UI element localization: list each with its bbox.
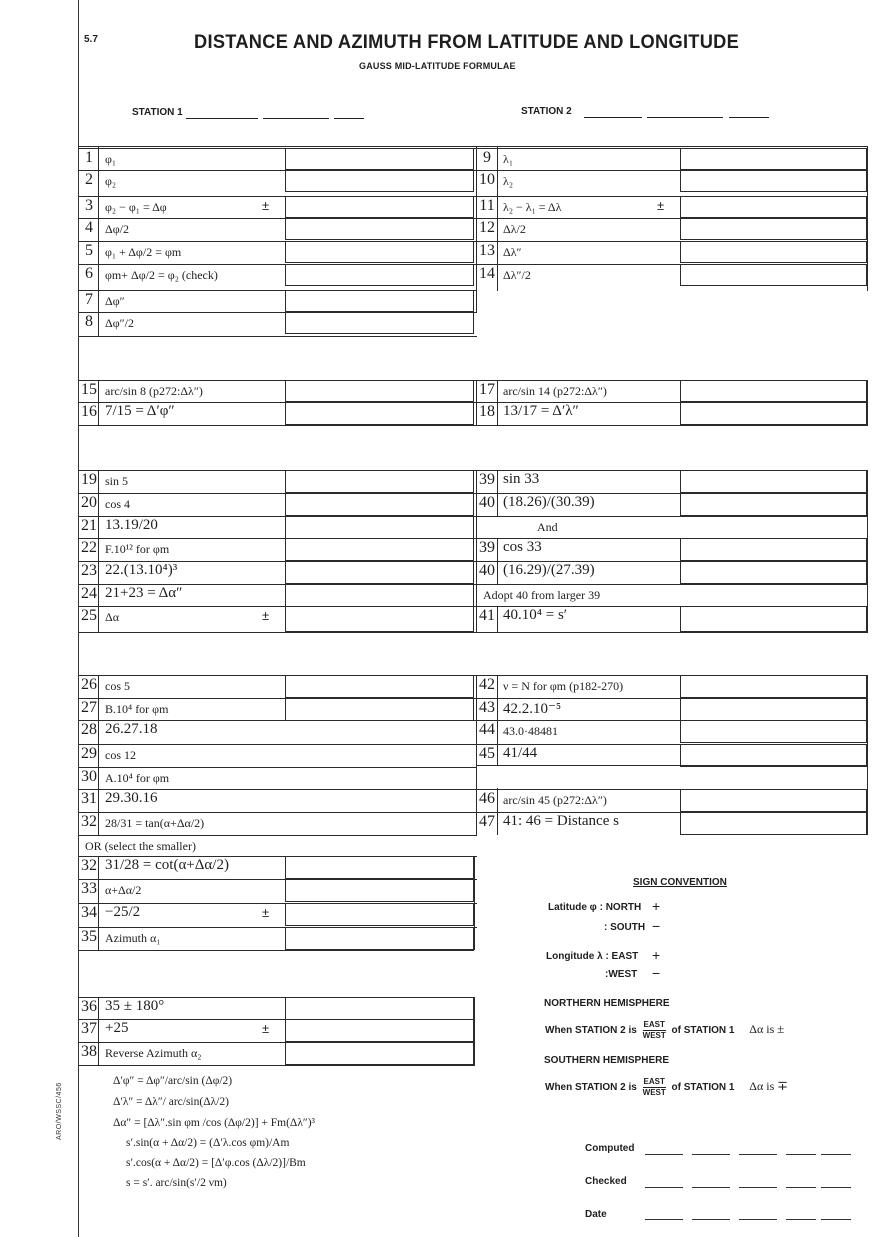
line-number: 37 [81, 1020, 97, 1037]
latitude-south-sign: − [652, 918, 661, 934]
delta-alpha-text: Δα is [749, 1022, 775, 1037]
latitude-north-sign: + [652, 898, 661, 914]
entry-field[interactable] [285, 402, 474, 425]
formula-line: s′.sin(α + Δα/2) = (Δ′λ.cos φm)/Am [126, 1137, 290, 1149]
east-text: EAST [643, 1020, 665, 1029]
line-label: OR (select the smaller) [85, 839, 196, 853]
entry-field[interactable] [285, 1019, 474, 1042]
line-label: Δλ/2 [503, 222, 526, 236]
formula-line: Δ′λ″ = Δλ″/ arc/sin(Δλ/2) [113, 1096, 229, 1108]
line-number: 10 [479, 171, 495, 188]
line-label: α+Δα/2 [105, 883, 142, 897]
line-label: φ₁ [105, 152, 117, 166]
line-label: And [537, 520, 558, 534]
line-label: −25/2 [105, 904, 141, 920]
entry-field[interactable] [680, 196, 867, 218]
line-label: φ₂ − φ₁ = Δφ [105, 200, 167, 214]
line-number: 3 [85, 197, 93, 214]
line-number: 8 [85, 313, 93, 330]
line-label: cos 12 [105, 748, 136, 762]
line-number: 13 [479, 242, 495, 259]
entry-field[interactable] [285, 675, 474, 698]
entry-field[interactable] [285, 879, 474, 902]
entry-field[interactable] [680, 812, 867, 835]
line-label: arc/sin 45 (p272:Δλ″) [503, 793, 607, 807]
line-number: 18 [479, 403, 495, 420]
signature-field[interactable] [645, 1219, 683, 1220]
formula-line: s = s′. arc/sin(s′/2 νm) [126, 1177, 227, 1189]
entry-field[interactable] [285, 584, 474, 607]
entry-field[interactable] [285, 606, 474, 632]
station2-field[interactable] [584, 117, 642, 118]
of-station-text: of STATION 1 [671, 1025, 735, 1037]
signature-field[interactable] [692, 1187, 730, 1188]
line-number: 45 [479, 745, 495, 762]
entry-field[interactable] [680, 402, 867, 425]
line-label: Δλ″ [503, 245, 522, 259]
signature-field[interactable] [821, 1154, 851, 1155]
east-text: EAST [643, 1077, 665, 1086]
row-rule [79, 744, 477, 745]
line-number: 34 [81, 904, 97, 921]
page-number: 5.7 [84, 34, 98, 45]
line-number: 30 [81, 768, 97, 785]
formula-line: Δ′φ″ = Δφ″/arc/sin (Δφ/2) [113, 1075, 233, 1087]
entry-field[interactable] [285, 516, 474, 539]
southern-hemisphere-heading: SOUTHERN HEMISPHERE [544, 1055, 670, 1066]
page-title: DISTANCE AND AZIMUTH FROM LATITUDE AND LONGITUDE [194, 32, 740, 53]
entry-field[interactable] [285, 493, 474, 516]
line-label: 13/17 = Δ′λ″ [503, 403, 579, 419]
northern-hemisphere-heading: NORTHERN HEMISPHERE [544, 998, 670, 1009]
line-number: 42 [479, 676, 495, 693]
line-label: Δφ″/2 [105, 316, 134, 330]
plus-minus-sign: ± [262, 905, 270, 920]
entry-field[interactable] [285, 698, 474, 721]
line-number: 5 [85, 242, 93, 259]
when-text: When STATION 2 is [545, 1025, 637, 1037]
entry-field[interactable] [285, 856, 474, 879]
latitude-north-label: Latitude φ : NORTH [548, 902, 642, 913]
longitude-east-label: Longitude λ : EAST [546, 951, 639, 962]
line-number: 7 [85, 291, 93, 308]
plus-minus-sign: ± [262, 608, 270, 623]
entry-field[interactable] [680, 720, 867, 743]
line-number: 21 [81, 517, 97, 534]
entry-field[interactable] [680, 264, 867, 286]
signature-field[interactable] [786, 1154, 816, 1155]
entry-field[interactable] [680, 493, 867, 516]
line-label: +25 [105, 1020, 129, 1036]
line-number: 29 [81, 745, 97, 762]
entry-field[interactable] [285, 997, 474, 1020]
west-text: WEST [642, 1088, 666, 1097]
line-number: 35 [81, 928, 97, 945]
entry-field[interactable] [680, 380, 867, 402]
longitude-west-label: :WEST [605, 969, 638, 980]
line-label: 29.30.16 [105, 790, 158, 806]
form-code: ARO/WSSC/456 [56, 1082, 63, 1140]
of-station-text: of STATION 1 [671, 1082, 735, 1094]
station1-field-2[interactable] [263, 118, 329, 119]
south-sign: ∓ [777, 1078, 788, 1094]
entry-field[interactable] [285, 290, 474, 312]
section-rule [79, 950, 474, 951]
line-label: 42.2.10⁻⁵ [503, 701, 562, 717]
signature-field[interactable] [786, 1187, 816, 1188]
station1-field[interactable] [186, 118, 258, 119]
line-number: 4 [85, 219, 93, 236]
line-label: 43.0·48481 [503, 724, 558, 738]
row-rule [79, 835, 477, 836]
line-number: 24 [81, 585, 97, 602]
right-edge-rule [867, 470, 868, 632]
right-edge-rule [867, 675, 868, 835]
page-subtitle: GAUSS MID-LATITUDE FORMULAE [359, 61, 516, 71]
line-number: 39 [479, 471, 495, 488]
computed-label: Computed [585, 1143, 635, 1154]
formula-line: Δα″ = [Δλ″.sin φm /cos (Δφ/2)] + Fm(Δλ″)³ [113, 1117, 315, 1129]
line-label: F.10¹² for φm [105, 542, 170, 556]
entry-field[interactable] [680, 241, 867, 263]
plus-minus-sign: ± [262, 198, 270, 213]
entry-field[interactable] [285, 1042, 474, 1065]
line-label: λ₂ [503, 174, 514, 188]
line-number: 16 [81, 403, 97, 420]
entry-field[interactable] [680, 561, 867, 584]
delta-alpha-text: Δα is [749, 1079, 775, 1094]
north-sign: ± [777, 1021, 785, 1037]
entry-field[interactable] [285, 470, 474, 493]
station2-label: STATION 2 [521, 106, 572, 117]
line-label: sin 33 [503, 471, 540, 487]
east-west-fraction [643, 1077, 666, 1098]
station1-label: STATION 1 [132, 107, 183, 118]
entry-field[interactable] [680, 744, 867, 767]
line-label: arc/sin 14 (p272:Δλ″) [503, 384, 607, 398]
signature-field[interactable] [645, 1187, 683, 1188]
station1-field-3[interactable] [334, 118, 364, 119]
section-rule [79, 336, 477, 337]
line-label: 40.10⁴ = s′ [503, 607, 568, 623]
entry-field[interactable] [680, 606, 867, 632]
entry-field[interactable] [680, 538, 867, 561]
entry-field[interactable] [285, 538, 474, 561]
line-label: 41: 46 = Distance s [503, 813, 619, 829]
line-label: φ₁ + Δφ/2 = φm [105, 245, 182, 259]
line-label: Adopt 40 from larger 39 [483, 588, 601, 602]
line-number: 32 [81, 857, 97, 874]
line-number: 26 [81, 676, 97, 693]
line-label: λ₂ − λ₁ = Δλ [503, 200, 562, 214]
signature-field[interactable] [692, 1154, 730, 1155]
entry-field[interactable] [680, 789, 867, 812]
entry-field[interactable] [680, 470, 867, 493]
signature-field[interactable] [692, 1219, 730, 1220]
entry-field[interactable] [285, 264, 474, 286]
formula-line: s′.cos(α + Δα/2) = [Δ′φ.cos (Δλ/2)]/Bm [126, 1157, 306, 1169]
entry-field[interactable] [285, 927, 474, 950]
latitude-south-label: : SOUTH [604, 922, 646, 933]
entry-field[interactable] [285, 380, 474, 402]
line-number: 36 [81, 998, 97, 1015]
line-number: 12 [479, 219, 495, 236]
line-number: 40 [479, 494, 495, 511]
entry-field[interactable] [285, 903, 474, 926]
when-text: When STATION 2 is [545, 1082, 637, 1094]
line-label: 26.27.18 [105, 721, 158, 737]
line-number: 31 [81, 790, 97, 807]
line-label: λ₁ [503, 152, 514, 166]
line-number: 2 [85, 171, 93, 188]
num-col-rule [497, 606, 498, 632]
line-number: 15 [81, 381, 97, 398]
line-number: 23 [81, 562, 97, 579]
line-number: 28 [81, 721, 97, 738]
entry-field[interactable] [680, 218, 867, 240]
station2-field-3[interactable] [729, 117, 769, 118]
entry-field[interactable] [680, 170, 867, 192]
signature-field[interactable] [739, 1187, 777, 1188]
line-label: Δλ″/2 [503, 268, 531, 282]
line-number: 22 [81, 539, 97, 556]
line-label: (18.26)/(30.39) [503, 494, 595, 510]
line-label: φm+ Δφ/2 = φ₂ (check) [105, 268, 218, 282]
line-label: (16.29)/(27.39) [503, 562, 595, 578]
line-number: 38 [81, 1043, 97, 1060]
line-label: Azimuth α₁ [105, 931, 161, 945]
line-label: 13.19/20 [105, 517, 158, 533]
line-number: 19 [81, 471, 97, 488]
line-number: 14 [479, 265, 495, 282]
line-label: arc/sin 8 (p272:Δλ″) [105, 384, 203, 398]
line-label: cos 5 [105, 679, 130, 693]
signature-field[interactable] [821, 1187, 851, 1188]
section-rule [79, 425, 868, 426]
line-label: Δα [105, 610, 120, 624]
line-number: 20 [81, 494, 97, 511]
signature-field[interactable] [821, 1219, 851, 1220]
entry-field[interactable] [680, 698, 867, 721]
section-rule [79, 146, 868, 147]
line-number: 6 [85, 265, 93, 282]
signature-field[interactable] [739, 1219, 777, 1220]
row-rule [79, 767, 477, 768]
line-label: cos 4 [105, 497, 130, 511]
northern-rule [545, 1020, 784, 1041]
longitude-east-sign: + [652, 947, 661, 963]
entry-field[interactable] [285, 218, 474, 240]
west-text: WEST [642, 1031, 666, 1040]
row-rule [477, 584, 868, 585]
line-number: 27 [81, 699, 97, 716]
line-number: 33 [81, 880, 97, 897]
line-label: Δφ/2 [105, 222, 129, 236]
signature-field[interactable] [786, 1219, 816, 1220]
entry-field[interactable] [285, 561, 474, 584]
checked-label: Checked [585, 1176, 627, 1187]
center-rule [474, 997, 475, 1065]
line-label: 7/15 = Δ′φ″ [105, 403, 175, 419]
line-label: 28/31 = tan(α+Δα/2) [105, 816, 205, 830]
line-number: 40 [479, 562, 495, 579]
entry-field[interactable] [285, 241, 474, 263]
line-label: 21+23 = Δα″ [105, 585, 183, 601]
line-label: 41/44 [503, 745, 538, 761]
east-west-fraction [643, 1020, 666, 1041]
sign-convention-heading: SIGN CONVENTION [633, 877, 727, 888]
entry-field[interactable] [285, 148, 474, 170]
plus-minus-sign: ± [262, 1021, 270, 1036]
line-label: 22.(13.10⁴)³ [105, 562, 178, 578]
line-label: ν = N for φm (p182-270) [503, 679, 624, 693]
line-number: 43 [479, 699, 495, 716]
line-number: 25 [81, 607, 97, 624]
line-label: A.10⁴ for φm [105, 771, 170, 785]
longitude-west-sign: − [652, 965, 661, 981]
entry-field[interactable] [285, 196, 474, 218]
line-label: φ₂ [105, 174, 117, 188]
line-number: 1 [85, 149, 93, 166]
line-label: Reverse Azimuth α₂ [105, 1046, 202, 1060]
signature-field[interactable] [739, 1154, 777, 1155]
line-number: 11 [479, 197, 495, 214]
line-label: sin 5 [105, 474, 129, 488]
line-label: Δφ″ [105, 294, 125, 308]
line-label: 31/28 = cot(α+Δα/2) [105, 857, 229, 873]
row-rule [477, 516, 868, 517]
plus-minus-sign: ± [657, 198, 665, 213]
line-label: cos 33 [503, 539, 542, 555]
line-number: 47 [479, 813, 495, 830]
entry-field[interactable] [285, 170, 474, 192]
line-label: 35 ± 180° [105, 998, 165, 1014]
line-number: 17 [479, 381, 495, 398]
line-number: 32 [81, 813, 97, 830]
date-label: Date [585, 1209, 607, 1220]
line-number: 41 [479, 607, 495, 624]
line-number: 39 [479, 539, 495, 556]
entry-field[interactable] [680, 148, 867, 170]
entry-field[interactable] [680, 675, 867, 698]
entry-field[interactable] [285, 312, 474, 334]
row-rule [79, 812, 477, 813]
section-rule [79, 632, 868, 633]
line-number: 46 [479, 790, 495, 807]
signature-field[interactable] [645, 1154, 683, 1155]
station2-field-2[interactable] [647, 117, 723, 118]
line-number: 9 [483, 149, 491, 166]
row-rule [79, 1065, 475, 1066]
southern-rule [545, 1077, 788, 1098]
row-rule [477, 765, 868, 766]
line-number: 44 [479, 721, 495, 738]
line-label: B.10⁴ for φm [105, 702, 169, 716]
